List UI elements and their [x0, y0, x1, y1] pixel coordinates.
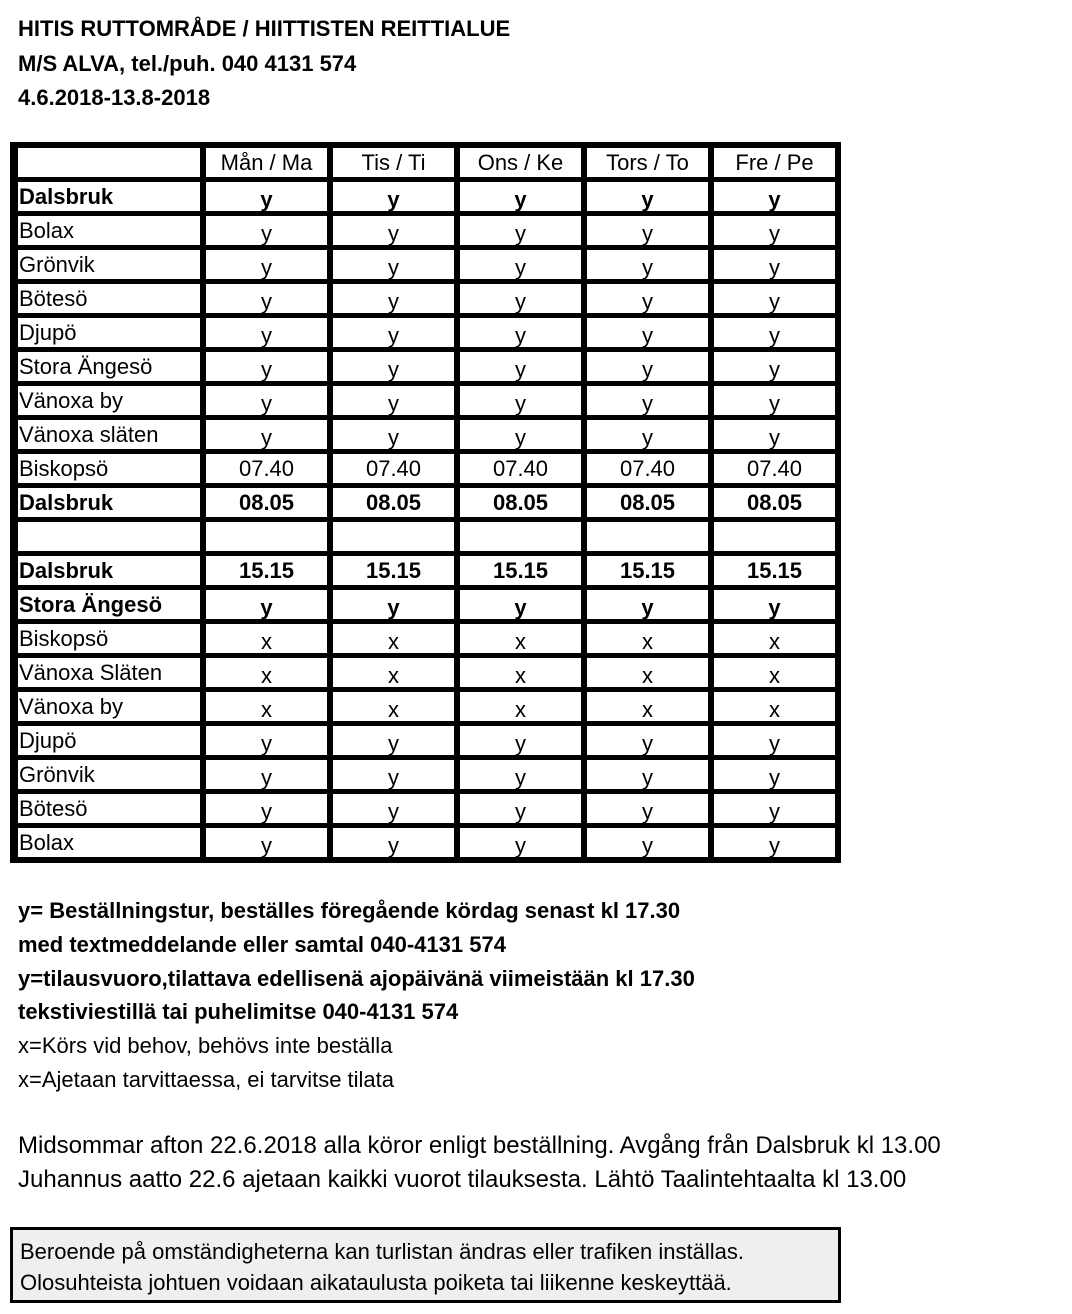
disclaimer-swedish: Beroende på omständigheterna kan turlistan ändras eller trafiken inställas. — [20, 1239, 744, 1264]
stop-name-cell: Dalsbruk — [18, 182, 200, 211]
stop-name-cell: Grönvik — [18, 250, 200, 279]
timetable-row — [18, 692, 841, 721]
timetable-row — [18, 556, 841, 585]
day-header-cell: Tors / To — [587, 148, 708, 177]
departure-cell — [460, 658, 581, 687]
day-header-cell: Tis / Ti — [333, 148, 454, 177]
departure-cell — [587, 794, 708, 823]
departure-cell: 08.05 — [460, 488, 581, 517]
cell-value: y — [515, 323, 526, 347]
cell-value: y — [515, 221, 526, 245]
departure-cell — [460, 760, 581, 789]
departure-cell: 08.05 — [587, 488, 708, 517]
cell-value: x — [515, 629, 526, 653]
departure-cell — [333, 658, 454, 687]
departure-cell — [587, 386, 708, 415]
departure-cell — [460, 318, 581, 347]
stop-name-cell: Biskopsö — [18, 624, 200, 653]
legend-x-swedish: x=Körs vid behov, behövs inte beställa — [18, 1033, 393, 1059]
timetable-row — [18, 250, 841, 279]
cell-value: y — [642, 289, 653, 313]
timetable-row — [18, 454, 841, 483]
departure-cell — [460, 828, 581, 857]
cell-value: y — [515, 731, 526, 755]
stop-name-cell: Stora Ängesö — [18, 352, 200, 381]
timetable-row — [18, 794, 841, 823]
departure-cell — [714, 386, 835, 415]
cell-value: y — [388, 221, 399, 245]
cell-value: y — [642, 357, 653, 381]
disclaimer-finnish: Olosuhteista johtuen voidaan aikataulusta poiketa tai liikenne keskeyttää. — [20, 1270, 732, 1295]
cell-value: y — [642, 391, 653, 415]
cell-value: y — [387, 595, 400, 619]
cell-value: y — [769, 323, 780, 347]
departure-cell — [714, 182, 835, 211]
departure-cell: 07.40 — [714, 454, 835, 483]
cell-value: y — [769, 765, 780, 789]
departure-cell — [206, 352, 327, 381]
departure-cell — [587, 522, 708, 551]
departure-cell — [333, 420, 454, 449]
cell-value: y — [769, 799, 780, 823]
departure-cell — [587, 352, 708, 381]
departure-cell — [714, 216, 835, 245]
departure-cell — [587, 692, 708, 721]
timetable-row — [18, 658, 841, 687]
day-header-cell: Ons / Ke — [460, 148, 581, 177]
day-header-cell: Fre / Pe — [714, 148, 835, 177]
cell-value: y — [769, 255, 780, 279]
departure-cell — [206, 216, 327, 245]
cell-value: y — [642, 221, 653, 245]
cell-value: y — [260, 595, 273, 619]
cell-value: y — [261, 833, 272, 857]
timetable-row — [18, 726, 841, 755]
cell-value: x — [388, 663, 399, 687]
timetable-row — [18, 488, 841, 517]
validity-period: 4.6.2018-13.8-2018 — [18, 85, 211, 110]
stop-name-cell: Stora Ängesö — [18, 590, 200, 619]
cell-value: x — [261, 663, 272, 687]
cell-value: y — [515, 799, 526, 823]
departure-cell — [206, 760, 327, 789]
departure-cell — [714, 658, 835, 687]
header-corner-cell — [18, 148, 200, 177]
midsummer-notes — [18, 1129, 941, 1196]
departure-cell — [587, 250, 708, 279]
cell-value: y — [261, 731, 272, 755]
legend-y-finnish-line-2: tekstiviestillä tai puhelimitse 040-4131 574 — [18, 999, 459, 1025]
cell-value: y — [261, 221, 272, 245]
departure-cell: 15.15 — [333, 556, 454, 585]
departure-cell — [714, 794, 835, 823]
cell-value: x — [769, 663, 780, 687]
departure-cell: 15.15 — [714, 556, 835, 585]
day-header-cell: Mån / Ma — [206, 148, 327, 177]
departure-cell — [206, 182, 327, 211]
departure-cell: 08.05 — [206, 488, 327, 517]
departure-cell — [714, 624, 835, 653]
disclaimer-box — [10, 1227, 841, 1303]
cell-value: y — [642, 255, 653, 279]
departure-cell — [206, 658, 327, 687]
departure-cell — [460, 250, 581, 279]
departure-cell — [206, 420, 327, 449]
timetable-row — [18, 522, 841, 551]
departure-cell — [333, 182, 454, 211]
cell-value: y — [641, 187, 654, 211]
cell-value: y — [769, 357, 780, 381]
departure-cell: 08.05 — [333, 488, 454, 517]
stop-name-cell — [18, 522, 200, 551]
stop-name-cell: Vänoxa Släten — [18, 658, 200, 687]
cell-value: x — [642, 629, 653, 653]
departure-cell: 08.05 — [714, 488, 835, 517]
stop-name-cell: Djupö — [18, 318, 200, 347]
cell-value: x — [515, 697, 526, 721]
departure-cell — [206, 794, 327, 823]
departure-cell — [460, 794, 581, 823]
stop-name-cell: Djupö — [18, 726, 200, 755]
legend — [18, 894, 695, 1097]
cell-value: y — [388, 425, 399, 449]
cell-value: y — [641, 595, 654, 619]
departure-cell — [714, 284, 835, 313]
cell-value: y — [261, 289, 272, 313]
departure-cell — [460, 692, 581, 721]
departure-cell: 15.15 — [460, 556, 581, 585]
midsummer-note-swedish: Midsommar afton 22.6.2018 alla köror enligt beställning. Avgång från Dalsbruk kl 13.00 — [18, 1132, 941, 1159]
departure-cell: 07.40 — [587, 454, 708, 483]
stop-name-cell: Grönvik — [18, 760, 200, 789]
departure-cell — [206, 318, 327, 347]
departure-cell — [714, 318, 835, 347]
departure-cell: 15.15 — [206, 556, 327, 585]
timetable-row — [18, 828, 841, 857]
departure-cell — [587, 828, 708, 857]
cell-value: y — [261, 425, 272, 449]
departure-cell: 15.15 — [587, 556, 708, 585]
cell-value: y — [387, 187, 400, 211]
cell-value: y — [515, 765, 526, 789]
cell-value: y — [388, 255, 399, 279]
cell-value: y — [769, 425, 780, 449]
departure-cell — [587, 726, 708, 755]
cell-value: x — [388, 629, 399, 653]
departure-cell — [460, 522, 581, 551]
departure-cell — [206, 692, 327, 721]
cell-value: y — [642, 765, 653, 789]
stop-name-cell: Dalsbruk — [18, 556, 200, 585]
timetable-row — [18, 420, 841, 449]
cell-value: y — [388, 799, 399, 823]
departure-cell — [460, 386, 581, 415]
cell-value: y — [642, 731, 653, 755]
departure-cell — [333, 216, 454, 245]
cell-value: y — [261, 357, 272, 381]
timetable-header-row — [18, 148, 841, 177]
cell-value: y — [515, 833, 526, 857]
stop-name-cell: Vänoxa släten — [18, 420, 200, 449]
departure-cell — [333, 828, 454, 857]
cell-value: x — [261, 629, 272, 653]
cell-value: y — [768, 595, 781, 619]
cell-value: y — [261, 391, 272, 415]
stop-name-cell: Biskopsö — [18, 454, 200, 483]
departure-cell — [587, 760, 708, 789]
cell-value: y — [642, 833, 653, 857]
departure-cell — [714, 692, 835, 721]
departure-cell — [587, 624, 708, 653]
cell-value: y — [515, 391, 526, 415]
departure-cell — [333, 794, 454, 823]
cell-value: y — [514, 187, 527, 211]
departure-cell — [587, 590, 708, 619]
cell-value: x — [642, 697, 653, 721]
legend-y-finnish-line-1: y=tilausvuoro,tilattava edellisenä ajopäivänä viimeistään kl 17.30 — [18, 965, 695, 991]
cell-value: y — [769, 221, 780, 245]
cell-value: y — [769, 731, 780, 755]
departure-cell — [460, 590, 581, 619]
timetable-row — [18, 318, 841, 347]
stop-name-cell: Bolax — [18, 828, 200, 857]
departure-cell — [333, 318, 454, 347]
departure-cell — [333, 386, 454, 415]
cell-value: y — [769, 833, 780, 857]
departure-cell — [714, 250, 835, 279]
departure-cell — [333, 522, 454, 551]
departure-cell — [714, 352, 835, 381]
departure-cell — [714, 420, 835, 449]
departure-cell — [460, 420, 581, 449]
cell-value: x — [769, 629, 780, 653]
cell-value: y — [642, 323, 653, 347]
timetable-row — [18, 590, 841, 619]
cell-value: y — [769, 289, 780, 313]
document-header — [18, 12, 510, 116]
departure-cell: 07.40 — [206, 454, 327, 483]
cell-value: x — [261, 697, 272, 721]
cell-value: y — [388, 391, 399, 415]
cell-value: y — [261, 765, 272, 789]
stop-name-cell: Bötesö — [18, 794, 200, 823]
timetable-row — [18, 760, 841, 789]
stop-name-cell: Vänoxa by — [18, 386, 200, 415]
cell-value: y — [642, 799, 653, 823]
departure-cell — [333, 250, 454, 279]
departure-cell — [460, 216, 581, 245]
departure-cell — [587, 284, 708, 313]
timetable-row — [18, 216, 841, 245]
departure-cell — [206, 624, 327, 653]
legend-y-swedish-line-1: y= Beställningstur, beställes föregående kördag senast kl 17.30 — [18, 898, 681, 923]
stop-name-cell: Vänoxa by — [18, 692, 200, 721]
cell-value: y — [769, 391, 780, 415]
departure-cell — [206, 726, 327, 755]
cell-value: y — [388, 357, 399, 381]
departure-cell — [333, 352, 454, 381]
departure-cell — [333, 590, 454, 619]
cell-value: y — [261, 255, 272, 279]
departure-cell — [460, 726, 581, 755]
cell-value: y — [388, 833, 399, 857]
departure-cell: 07.40 — [460, 454, 581, 483]
departure-cell — [460, 284, 581, 313]
cell-value: y — [388, 323, 399, 347]
cell-value: y — [260, 187, 273, 211]
departure-cell — [587, 182, 708, 211]
departure-cell — [587, 216, 708, 245]
timetable-row — [18, 182, 841, 211]
departure-cell — [333, 624, 454, 653]
departure-cell — [587, 420, 708, 449]
stop-name-cell: Dalsbruk — [18, 488, 200, 517]
departure-cell — [333, 284, 454, 313]
departure-cell — [333, 760, 454, 789]
route-area-title: HITIS RUTTOMRÅDE / HIITTISTEN REITTIALUE — [18, 16, 511, 41]
departure-cell — [206, 386, 327, 415]
midsummer-note-finnish: Juhannus aatto 22.6 ajetaan kaikki vuorot tilauksesta. Lähtö Taalintehtaalta kl 13.00 — [18, 1165, 907, 1193]
cell-value: y — [515, 357, 526, 381]
departure-cell — [206, 522, 327, 551]
departure-cell — [587, 318, 708, 347]
cell-value: y — [261, 799, 272, 823]
departure-cell — [206, 284, 327, 313]
departure-cell — [714, 726, 835, 755]
departure-cell — [587, 658, 708, 687]
departure-cell — [714, 828, 835, 857]
timetable-row — [18, 624, 841, 653]
departure-cell — [714, 590, 835, 619]
departure-cell — [206, 250, 327, 279]
timetable — [10, 142, 841, 863]
cell-value: y — [515, 425, 526, 449]
cell-value: y — [388, 731, 399, 755]
cell-value: x — [642, 663, 653, 687]
cell-value: y — [515, 255, 526, 279]
departure-cell — [333, 726, 454, 755]
departure-cell — [714, 522, 835, 551]
cell-value: x — [769, 697, 780, 721]
cell-value: y — [261, 323, 272, 347]
departure-cell — [460, 182, 581, 211]
departure-cell — [206, 828, 327, 857]
cell-value: y — [515, 289, 526, 313]
cell-value: x — [515, 663, 526, 687]
cell-value: y — [514, 595, 527, 619]
departure-cell — [714, 760, 835, 789]
legend-y-swedish-line-2: med textmeddelande eller samtal 040-4131 574 — [18, 931, 506, 957]
timetable-row — [18, 386, 841, 415]
departure-cell — [206, 590, 327, 619]
departure-cell — [460, 352, 581, 381]
legend-x-finnish: x=Ajetaan tarvittaessa, ei tarvitse tilata — [18, 1066, 395, 1092]
departure-cell: 07.40 — [333, 454, 454, 483]
stop-name-cell: Bötesö — [18, 284, 200, 313]
cell-value: y — [768, 187, 781, 211]
cell-value: y — [388, 289, 399, 313]
departure-cell — [333, 692, 454, 721]
stop-name-cell: Bolax — [18, 216, 200, 245]
cell-value: y — [642, 425, 653, 449]
departure-cell — [460, 624, 581, 653]
timetable-row — [18, 352, 841, 381]
cell-value: x — [388, 697, 399, 721]
cell-value: y — [388, 765, 399, 789]
timetable-row — [18, 284, 841, 313]
vessel-contact: M/S ALVA, tel./puh. 040 4131 574 — [18, 50, 357, 76]
